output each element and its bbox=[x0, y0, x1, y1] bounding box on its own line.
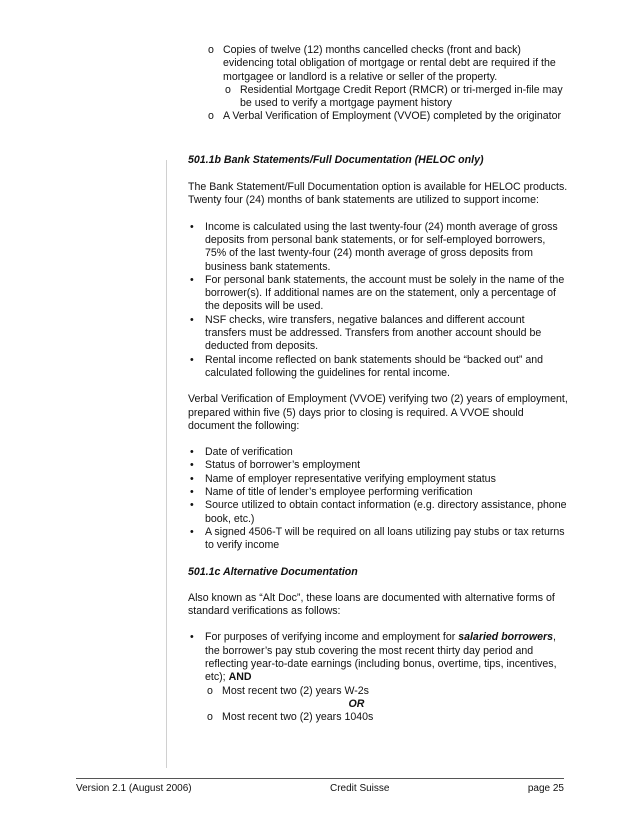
paragraph: Verbal Verification of Employment (VVOE) verifying two (2) years of employment, prepared within five (5) days prior to closing is required. A VVOE should document the following: bbox=[188, 393, 568, 432]
vvoe-bullets bbox=[188, 446, 568, 552]
or-separator: OR bbox=[348, 697, 365, 710]
bank-statement-bullets bbox=[188, 221, 568, 381]
and-keyword: AND bbox=[228, 671, 252, 684]
footer-page-number: page 25 bbox=[527, 783, 564, 794]
section-heading-501-1b: 501.1b Bank Statements/Full Documentation (HELOC only) bbox=[188, 153, 484, 166]
list-item: • Rental income reflected on bank statements should be “backed out” and calculated following the guidelines for rental income. bbox=[188, 354, 568, 381]
list-item: o Most recent two (2) years 1040s bbox=[205, 711, 568, 724]
list-item: • NSF checks, wire transfers, negative balances and different account transfers must be addressed. Transfers from another account should be deducted from deposits. bbox=[188, 314, 568, 354]
section-heading-501-1c: 501.1c Alternative Documentation bbox=[188, 565, 358, 578]
list-item: • Name of employer representative verifying employment status bbox=[188, 473, 568, 486]
alt-doc-bullets bbox=[188, 631, 568, 724]
paragraph: Also known as “Alt Doc”, these loans are documented with alternative forms of standard verifications as follows: bbox=[188, 591, 555, 618]
list-item: • Income is calculated using the last twenty-four (24) month average of gross deposits from personal bank statements, or for self-employed borrowers, 75% of the last twenty-four (24) month average of gross deposits from business bank statements. bbox=[188, 221, 568, 274]
list-item: • For purposes of verifying income and employment for salaried borrowers, the borrower’s pay stub covering the most recent thirty day period and reflecting year-to-date earnings (including bonus, overtime, tips, incentives, etc); AND o Most recent two (2) years W-2s OR o Most recent two (2) years 1040s bbox=[188, 631, 568, 724]
top-sublist bbox=[206, 44, 568, 124]
nested-sublist bbox=[205, 711, 568, 724]
emphasis: salaried borrowers bbox=[458, 631, 553, 644]
footer-version: Version 2.1 (August 2006) bbox=[76, 783, 192, 794]
list-item: • For personal bank statements, the account must be solely in the name of the borrower(s). If additional names are on the statement, only a percentage of the deposits will be used. bbox=[188, 274, 568, 314]
list-item: o Copies of twelve (12) months cancelled checks (front and back) evidencing total obligation of mortgage or rental debt are required if the mortgagee or landlord is a relative or seller of the property. o Residential Mortgage Credit Report (RMCR) or tri-merged in-file may be used to verify a mortgage payment history bbox=[206, 44, 568, 110]
document-body bbox=[188, 44, 568, 724]
page-footer bbox=[76, 778, 564, 794]
list-item: • Date of verification bbox=[188, 446, 568, 459]
nested-sublist bbox=[223, 84, 568, 111]
nested-sublist bbox=[205, 685, 568, 698]
list-item: o Residential Mortgage Credit Report (RMCR) or tri-merged in-file may be used to verify a mortgage payment history bbox=[223, 84, 568, 111]
footer-company: Credit Suisse bbox=[330, 783, 390, 794]
list-item: • A signed 4506-T will be required on all loans utilizing pay stubs or tax returns to verify income bbox=[188, 526, 568, 553]
list-item: o Most recent two (2) years W-2s bbox=[205, 685, 568, 698]
paragraph: The Bank Statement/Full Documentation option is available for HELOC products. Twenty four (24) months of bank statements are utilized to support income: bbox=[188, 181, 568, 207]
list-item: • Status of borrower’s employment bbox=[188, 459, 568, 472]
list-item: o A Verbal Verification of Employment (VVOE) completed by the originator bbox=[206, 110, 568, 123]
margin-rule bbox=[166, 160, 167, 768]
list-item: • Source utilized to obtain contact information (e.g. directory assistance, phone book, etc.) bbox=[188, 499, 568, 526]
list-item: • Name of title of lender’s employee performing verification bbox=[188, 486, 568, 499]
